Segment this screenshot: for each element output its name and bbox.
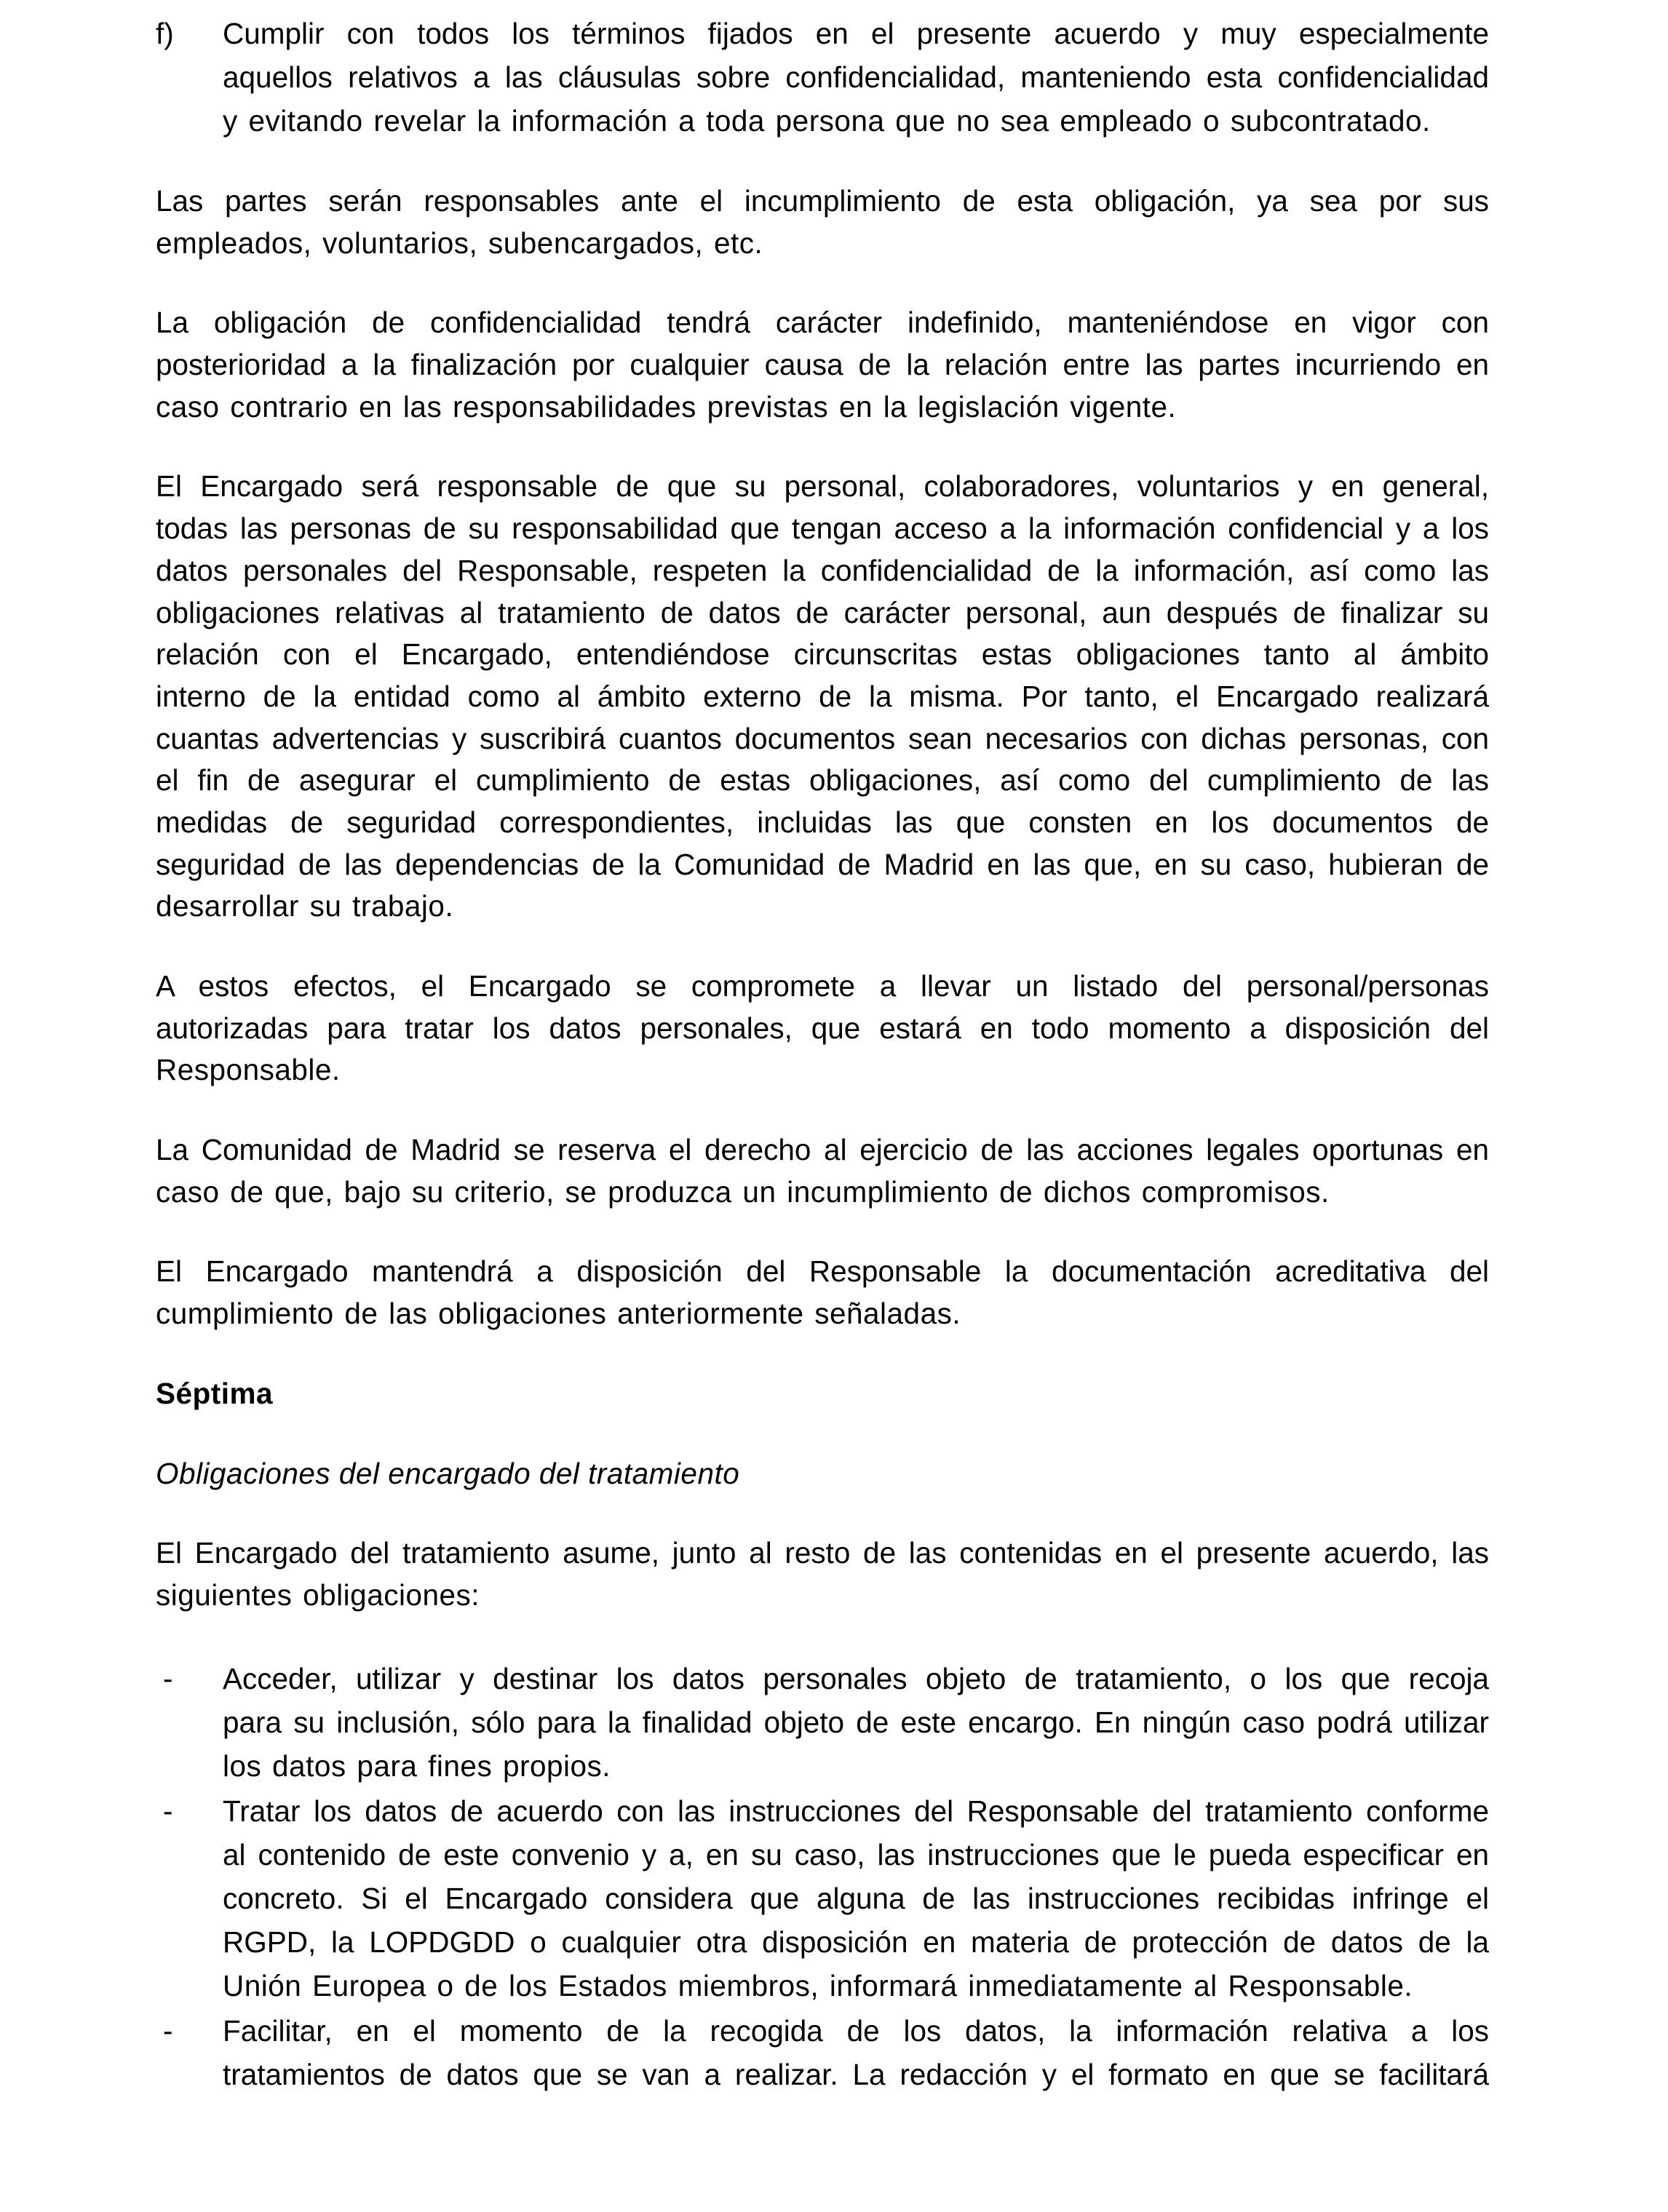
text-line: La Comunidad de Madrid se reserva el derecho al ejercicio de las acciones legales oportunas en: [156, 1133, 1489, 1167]
text-line: caso contrario en las responsabilidades previstas en la legislación vigente.: [156, 389, 1177, 423]
section-heading: Séptima: [156, 1376, 274, 1410]
text-line: al contenido de este convenio y a, en su caso, las instrucciones que le pueda especificar en: [223, 1837, 1489, 1871]
text-line: Tratar los datos de acuerdo con las instrucciones del Responsable del tratamiento conforme: [223, 1794, 1489, 1828]
paragraph-obligations-intro: [156, 1532, 1489, 1616]
text-line: El Encargado del tratamiento asume, junto al resto de las contenidas en el presente acuerdo, las: [156, 1536, 1489, 1570]
text-line: todas las personas de su responsabilidad que tengan acceso a la información confidencial y a los: [156, 512, 1489, 546]
text-line: obligaciones relativas al tratamiento de datos de carácter personal, aun después de finalizar su: [156, 595, 1489, 629]
clause-f: [156, 12, 1489, 143]
list-bullet: -: [163, 2013, 173, 2048]
obligations-list: [156, 1657, 1489, 2096]
list-bullet: -: [163, 1794, 173, 1828]
clause-marker: f): [156, 17, 174, 50]
text-line: siguientes obligaciones:: [156, 1578, 480, 1612]
list-item: [156, 2009, 1489, 2096]
text-line: El Encargado será responsable de que su personal, colaboradores, voluntarios y en general,: [156, 469, 1489, 504]
text-line: posterioridad a la finalización por cualquier causa de la relación entre las partes incurriendo en: [156, 348, 1489, 382]
paragraph-staff-responsibility: [156, 466, 1489, 928]
text-line: caso de que, bajo su criterio, se produzca un incumplimiento de dichos compromisos.: [156, 1174, 1330, 1209]
text-line: tratamientos de datos que se van a realizar. La redacción y el formato en que se facilitará: [223, 2057, 1489, 2091]
text-line: Acceder, utilizar y destinar los datos personales objeto de tratamiento, o los que recoja: [223, 1661, 1489, 1695]
text-line: RGPD, la LOPDGDD o cualquier otra disposición en materia de protección de datos de la: [223, 1925, 1489, 1959]
text-line: relación con el Encargado, entendiéndose circunscritas estas obligaciones tanto al ámbito: [156, 637, 1489, 672]
text-line: interno de la entidad como al ámbito externo de la misma. Por tanto, el Encargado realizará: [156, 679, 1489, 713]
text-line: concreto. Si el Encargado considera que alguna de las instrucciones recibidas infringe el: [223, 1881, 1489, 1915]
paragraph-authorized-personnel-list: [156, 966, 1489, 1091]
text-line: Facilitar, en el momento de la recogida de los datos, la información relativa a los: [223, 2013, 1489, 2048]
text-line: seguridad de las dependencias de la Comunidad de Madrid en las que, en su caso, hubieran de: [156, 847, 1489, 881]
text-line: Unión Europea o de los Estados miembros, informará inmediatamente al Responsable.: [223, 1968, 1413, 2002]
paragraph-confidentiality-duration: [156, 302, 1489, 428]
text-line: y evitando revelar la información a toda persona que no sea empleado o subcontratado.: [223, 104, 1431, 138]
text-line: medidas de seguridad correspondientes, incluidas las que consten en los documentos de: [156, 805, 1489, 839]
text-line: Cumplir con todos los términos fijados en el presente acuerdo y muy especialmente: [223, 17, 1489, 50]
text-line: datos personales del Responsable, respeten la confidencialidad de la información, así como las: [156, 553, 1489, 587]
list-item: [156, 1657, 1489, 1788]
section-subtitle: Obligaciones del encargado del tratamiento: [156, 1456, 740, 1490]
text-line: cumplimiento de las obligaciones anteriormente señaladas.: [156, 1297, 961, 1331]
list-item: [156, 1789, 1489, 2008]
paragraph-documentation: [156, 1251, 1489, 1334]
text-line: La obligación de confidencialidad tendrá carácter indefinido, manteniéndose en vigor con: [156, 306, 1489, 340]
text-line: autorizadas para tratar los datos personales, que estará en todo momento a disposición del: [156, 1011, 1489, 1045]
text-line: para su inclusión, sólo para la finalidad objeto de este encargo. En ningún caso podrá utilizar: [223, 1705, 1489, 1739]
text-line: cuantas advertencias y suscribirá cuantos documentos sean necesarios con dichas personas, con: [156, 721, 1489, 755]
text-line: Responsable.: [156, 1053, 341, 1087]
text-line: empleados, voluntarios, subencargados, etc.: [156, 226, 763, 260]
text-line: el fin de asegurar el cumplimiento de estas obligaciones, así como del cumplimiento de las: [156, 763, 1489, 797]
text-line: aquellos relativos a las cláusulas sobre confidencialidad, manteniendo esta confidencialidad: [223, 60, 1489, 94]
text-line: El Encargado mantendrá a disposición del Responsable la documentación acreditativa del: [156, 1254, 1489, 1289]
text-line: Las partes serán responsables ante el incumplimiento de esta obligación, ya sea por sus: [156, 184, 1489, 218]
text-line: desarrollar su trabajo.: [156, 889, 454, 923]
text-line: A estos efectos, el Encargado se compromete a llevar un listado del personal/personas: [156, 969, 1489, 1003]
paragraph-parties-responsibility: [156, 180, 1489, 264]
list-bullet: -: [163, 1661, 173, 1695]
paragraph-legal-actions: [156, 1129, 1489, 1213]
text-line: los datos para fines propios.: [223, 1748, 611, 1783]
